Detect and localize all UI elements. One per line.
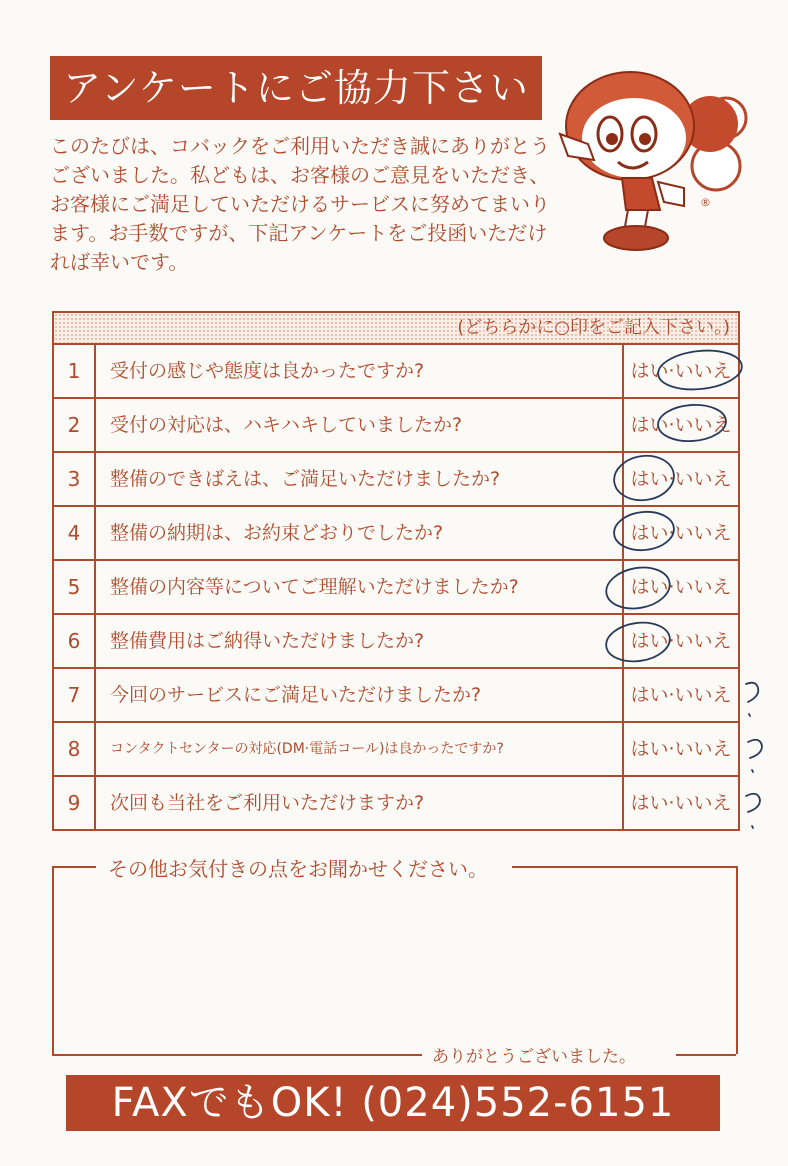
divider [676, 1054, 736, 1056]
survey-row [54, 453, 738, 507]
thanks-text: ありがとうございました。 [428, 1042, 640, 1067]
question-number: 6 [54, 615, 96, 667]
survey-table [52, 311, 740, 831]
mascot-logo [548, 64, 748, 254]
question-mark [749, 714, 750, 716]
survey-row [54, 723, 738, 777]
question-mark [746, 794, 760, 812]
registered-mark: ® [700, 196, 711, 209]
question-number: 7 [54, 669, 96, 721]
survey-row [54, 669, 738, 723]
answer-choice[interactable]: はい·いいえ [630, 792, 732, 814]
survey-title: アンケートにご協力下さい [50, 56, 542, 120]
comments-box[interactable] [52, 857, 736, 1067]
survey-row [54, 615, 738, 669]
question-number: 8 [54, 723, 96, 775]
question-text: 整備の内容等についてご理解いただけましたか? [96, 561, 624, 613]
question-text: 整備の納期は、お約束どおりでしたか? [96, 507, 624, 559]
answer-choice[interactable]: はい·いいえ [630, 630, 732, 652]
survey-row [54, 561, 738, 615]
question-mark [746, 683, 758, 702]
question-number: 1 [54, 345, 96, 397]
question-number: 3 [54, 453, 96, 505]
question-text: 次回も当社をご利用いただけますか? [96, 777, 624, 829]
answer-choice[interactable]: はい·いいえ [630, 738, 732, 760]
question-text: 今回のサービスにご満足いただけましたか? [96, 669, 624, 721]
survey-row [54, 507, 738, 561]
question-text: 受付の対応は、ハキハキしていましたか? [96, 399, 624, 451]
survey-instruction: (どちらかに○印をご記入下さい。) [54, 313, 738, 345]
question-number: 2 [54, 399, 96, 451]
answer-choice[interactable]: はい·いいえ [630, 684, 732, 706]
question-mark [748, 740, 762, 758]
question-number: 5 [54, 561, 96, 613]
survey-row [54, 345, 738, 399]
question-number: 9 [54, 777, 96, 829]
answer-choice[interactable]: はい·いいえ [630, 468, 732, 490]
question-text: 整備費用はご納得いただけましたか? [96, 615, 624, 667]
fax-banner: FAXでもOK! (024)552-6151 [66, 1075, 720, 1131]
comments-label: その他お気付きの点をお聞かせください。 [104, 853, 492, 882]
answer-choice[interactable]: はい·いいえ [630, 414, 732, 436]
question-text: コンタクトセンターの対応(DM·電話コール)は良かったですか? [96, 723, 624, 775]
question-text: 受付の感じや態度は良かったですか? [96, 345, 624, 397]
intro-text: このたびは、コバックをご利用いただき誠にありがとうございました。私どもは、お客様のご意見をいただき、お客様にご満足していただけるサービスに努めてまいります。お手数ですが、下記アンケートをご投函いただければ幸いです。 [50, 134, 550, 274]
question-number: 4 [54, 507, 96, 559]
question-mark [752, 826, 753, 828]
answer-choice[interactable]: はい·いいえ [630, 360, 732, 382]
answer-choice[interactable]: はい·いいえ [630, 522, 732, 544]
divider [52, 866, 96, 868]
divider [52, 1054, 422, 1056]
comments-frame [52, 866, 738, 1054]
survey-row [54, 399, 738, 453]
answer-choice[interactable]: はい·いいえ [630, 576, 732, 598]
question-mark [752, 770, 753, 772]
question-text: 整備のできばえは、ご満足いただけましたか? [96, 453, 624, 505]
survey-row [54, 777, 738, 831]
divider [512, 866, 736, 868]
